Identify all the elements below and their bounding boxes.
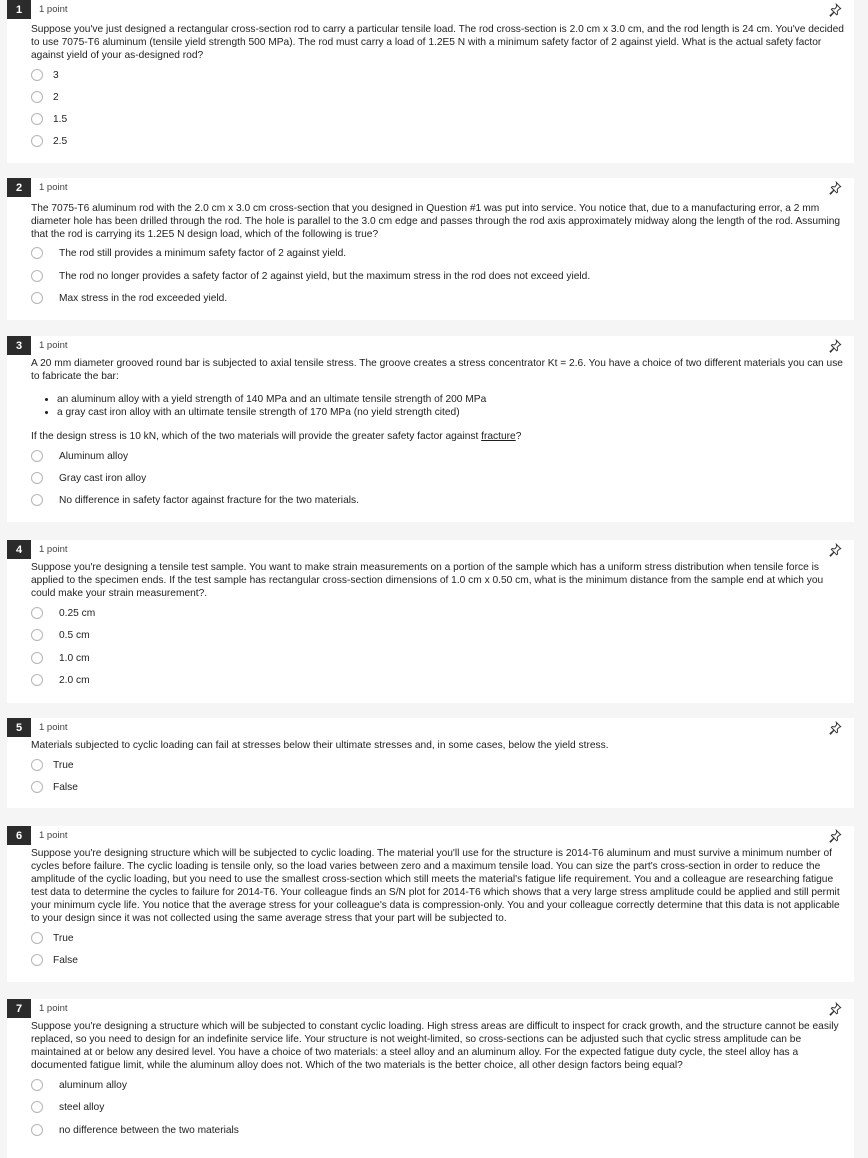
list-item: • an aluminum alloy with a yield strength of 140 MPa and an ultimate tensile strength of 200 MPa [57, 393, 486, 406]
radio-button[interactable] [31, 954, 43, 966]
materials-list [31, 393, 486, 419]
question-number: 4 [7, 540, 31, 559]
radio-button[interactable] [31, 629, 43, 641]
answer-option[interactable]: False [31, 954, 78, 966]
radio-button[interactable] [31, 1079, 43, 1091]
answer-option[interactable]: Aluminum alloy [31, 450, 128, 462]
question-text: Suppose you're designing a tensile test sample. You want to make strain measurements on a portion of the sample which has a uniform stress distribution when tensile force is applied to the specimen ends. If the test sample has rectangular cross-section dimensions of 1.0 cm x 0.50 cm, what is the minimum distance from the sample end at which you could make your strain measurement?. [31, 562, 824, 599]
points-label: 1 point [39, 830, 68, 841]
question-card-4 [7, 540, 854, 703]
answer-option[interactable]: True [31, 759, 74, 771]
question-text: The 7075-T6 aluminum rod with the 2.0 cm x 3.0 cm cross-section that you designed in Question #1 was put into service. You notice that, due to a manufacturing error, a 2 mm diameter hole has been drilled through the rod. The hole is parallel to the 3.0 cm edge and passes through the rod axis approximately midway along the length of the rod. Assuming that the rod is carrying its 1.2E5 N design load, which of the following is true? [31, 203, 841, 240]
answer-option[interactable]: True [31, 932, 74, 944]
answer-option[interactable]: 0.25 cm [31, 607, 95, 619]
question-card-6 [7, 826, 854, 982]
question-card-5 [7, 718, 854, 808]
points-label: 1 point [39, 1003, 68, 1014]
radio-button[interactable] [31, 759, 43, 771]
answer-option[interactable]: Max stress in the rod exceeded yield. [31, 292, 227, 304]
question-card-3 [7, 336, 854, 522]
pin-icon[interactable] [828, 3, 842, 17]
answer-option[interactable]: 1.5 [31, 113, 67, 125]
radio-button[interactable] [31, 781, 43, 793]
radio-button[interactable] [31, 450, 43, 462]
radio-button[interactable] [31, 292, 43, 304]
answer-option[interactable]: 2.5 [31, 135, 67, 147]
question-text: Suppose you're designing a structure which will be subjected to constant cyclic loading. High stress areas are difficult to inspect for crack growth, and the structure cannot be easily replaced, so you need to design for an indefinite service life. Your structure is not weight-limited, so cross-sections can be adjusted such that cyclic stress amplitude can be maintained at or below any desired level. You have a choice of two materials: a steel alloy and an aluminum alloy. For the expected fatigue duty cycle, the steel alloy has a documented fatigue limit, while the aluminum alloy does not. Which of the two materials is the better choice, all other design factors being equal? [31, 1021, 839, 1071]
pin-icon[interactable] [828, 543, 842, 557]
question-text: Suppose you've just designed a rectangular cross-section rod to carry a particular tensile load. The rod cross-section is 2.0 cm x 3.0 cm, and the rod length is 24 cm. You've decided to use 7075-T6 aluminum (tensile yield strength 500 MPa). The rod must carry a load of 1.2E5 N with a minimum safety factor of 2 against yield. What is the actual safety factor against yield of your as-designed rod? [31, 24, 844, 61]
fracture-emphasis: fracture [481, 431, 516, 442]
pin-icon[interactable] [828, 1002, 842, 1016]
radio-button[interactable] [31, 247, 43, 259]
question-card-2 [7, 178, 854, 320]
radio-button[interactable] [31, 472, 43, 484]
radio-button[interactable] [31, 494, 43, 506]
question-number: 1 [7, 0, 31, 19]
radio-button[interactable] [31, 607, 43, 619]
question-number: 6 [7, 826, 31, 845]
question-number: 2 [7, 178, 31, 197]
points-label: 1 point [39, 4, 68, 15]
points-label: 1 point [39, 340, 68, 351]
question-card-1 [7, 0, 854, 163]
pin-icon[interactable] [828, 721, 842, 735]
points-label: 1 point [39, 182, 68, 193]
answer-option[interactable]: No difference in safety factor against fracture for the two materials. [31, 494, 359, 506]
answer-option[interactable]: 1.0 cm [31, 652, 90, 664]
radio-button[interactable] [31, 1101, 43, 1113]
radio-button[interactable] [31, 69, 43, 81]
answer-option[interactable]: Gray cast iron alloy [31, 472, 146, 484]
radio-button[interactable] [31, 135, 43, 147]
question-number: 5 [7, 718, 31, 737]
answer-option[interactable]: 2.0 cm [31, 674, 90, 686]
answer-option[interactable]: steel alloy [31, 1101, 104, 1113]
question-card-7 [7, 999, 854, 1158]
question-text: Materials subjected to cyclic loading can fail at stresses below their ultimate stresses and, in some cases, below the yield stress. [31, 740, 609, 751]
list-item: • a gray cast iron alloy with an ultimate tensile strength of 170 MPa (no yield strength cited) [57, 406, 486, 419]
answer-option[interactable]: The rod still provides a minimum safety factor of 2 against yield. [31, 247, 346, 259]
points-label: 1 point [39, 544, 68, 555]
answer-option[interactable]: False [31, 781, 78, 793]
question-number: 7 [7, 999, 31, 1018]
radio-button[interactable] [31, 113, 43, 125]
pin-icon[interactable] [828, 181, 842, 195]
question-text: Suppose you're designing structure which will be subjected to cyclic loading. The material you'll use for the structure is 2014-T6 aluminum and must survive a minimum number of cycles before failure. The cyclic loading is tensile only, so the load varies between zero and a maximum tensile load. You can size the part's cross-section in order to reduce the amplitude of the cyclic loading, but you need to use the smallest cross-section which still meets the material's fatigue life requirement. You and a colleague are researching fatigue test data to determine the cycles to failure for 2014-T6. Your colleague finds an S/N plot for 2014-T6 which shows that a very large stress amplitude could be applied and still permit your minimum cycle life. You notice that the average stress for your colleague's data is compression-only. You and your colleague correctly determine that this data is not applicable to your design since it was not collected using the same average stress that your part will be subjected to. [31, 848, 840, 924]
radio-button[interactable] [31, 674, 43, 686]
radio-button[interactable] [31, 932, 43, 944]
question-text: A 20 mm diameter grooved round bar is subjected to axial tensile stress. The groove creates a stress concentrator Kt = 2.6. You have a choice of two different materials you can use to fabricate the bar: [31, 358, 843, 382]
radio-button[interactable] [31, 1124, 43, 1136]
question-number: 3 [7, 336, 31, 355]
points-label: 1 point [39, 722, 68, 733]
answer-option[interactable]: The rod no longer provides a safety factor of 2 against yield, but the maximum stress in the rod does not exceed yield. [31, 270, 590, 282]
question-text-followup: If the design stress is 10 kN, which of the two materials will provide the greater safety factor against fracture? [31, 431, 522, 442]
answer-option[interactable]: 2 [31, 91, 59, 103]
answer-option[interactable]: aluminum alloy [31, 1079, 127, 1091]
answer-option[interactable]: 0.5 cm [31, 629, 90, 641]
answer-option[interactable]: 3 [31, 69, 59, 81]
radio-button[interactable] [31, 270, 43, 282]
pin-icon[interactable] [828, 339, 842, 353]
radio-button[interactable] [31, 91, 43, 103]
radio-button[interactable] [31, 652, 43, 664]
pin-icon[interactable] [828, 829, 842, 843]
answer-option[interactable]: no difference between the two materials [31, 1124, 239, 1136]
